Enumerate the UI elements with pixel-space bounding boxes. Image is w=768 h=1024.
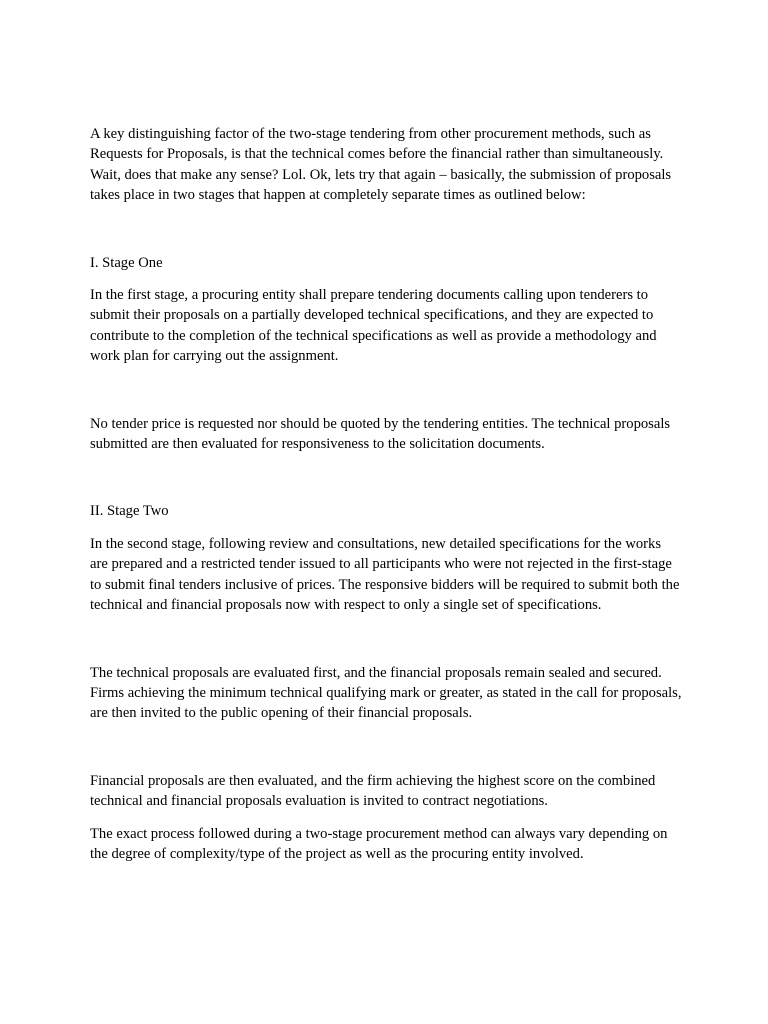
intro-paragraph: A key distinguishing factor of the two-stage tendering from other procurement methods, such as Requests for Proposals, is that the technical comes before the financial rather than simultaneously. Wait, does that make any sense? Lol. Ok, lets try that again – basically, the submission of proposals takes place in two stages that happen at completely separate times as outlined below:	[90, 126, 672, 204]
stage-two-heading: II. Stage Two	[90, 503, 169, 520]
stage-one-paragraph: In the first stage, a procuring entity shall prepare tendering documents calling upon tenderers to submit their proposals on a partially developed technical specifications, and they are expected to contribute to the completion of the technical specifications as well as provide a methodology and work plan for carrying out the assignment.	[90, 287, 657, 365]
stage-two-paragraph: In the second stage, following review and consultations, new detailed specifications for the works are prepared and a restricted tender issued to all participants who were not rejected in the first-stage to submit final tenders inclusive of prices. The responsive bidders will be required to submit both the technical and financial proposals now with respect to only a single set of specifications.	[90, 535, 680, 614]
technical-evaluation-paragraph: The technical proposals are evaluated first, and the financial proposals remain sealed and secured. Firms achieving the minimum technical qualifying mark or greater, as stated in the call for proposals, are then invited to the public opening of their financial proposals.	[90, 664, 682, 722]
stage-one-price-paragraph: No tender price is requested nor should be quoted by the tendering entities. The technical proposals submitted are then evaluated for responsiveness to the solicitation documents.	[90, 415, 671, 453]
stage-one-heading: I. Stage One	[90, 254, 163, 271]
closing-paragraph: The exact process followed during a two-stage procurement method can always vary depending on the degree of complexity/type of the project as well as the procuring entity involved.	[90, 825, 668, 862]
financial-evaluation-paragraph: Financial proposals are then evaluated, and the firm achieving the highest score on the combined technical and financial proposals evaluation is invited to contract negotiations.	[90, 772, 656, 810]
document-body	[90, 124, 682, 864]
